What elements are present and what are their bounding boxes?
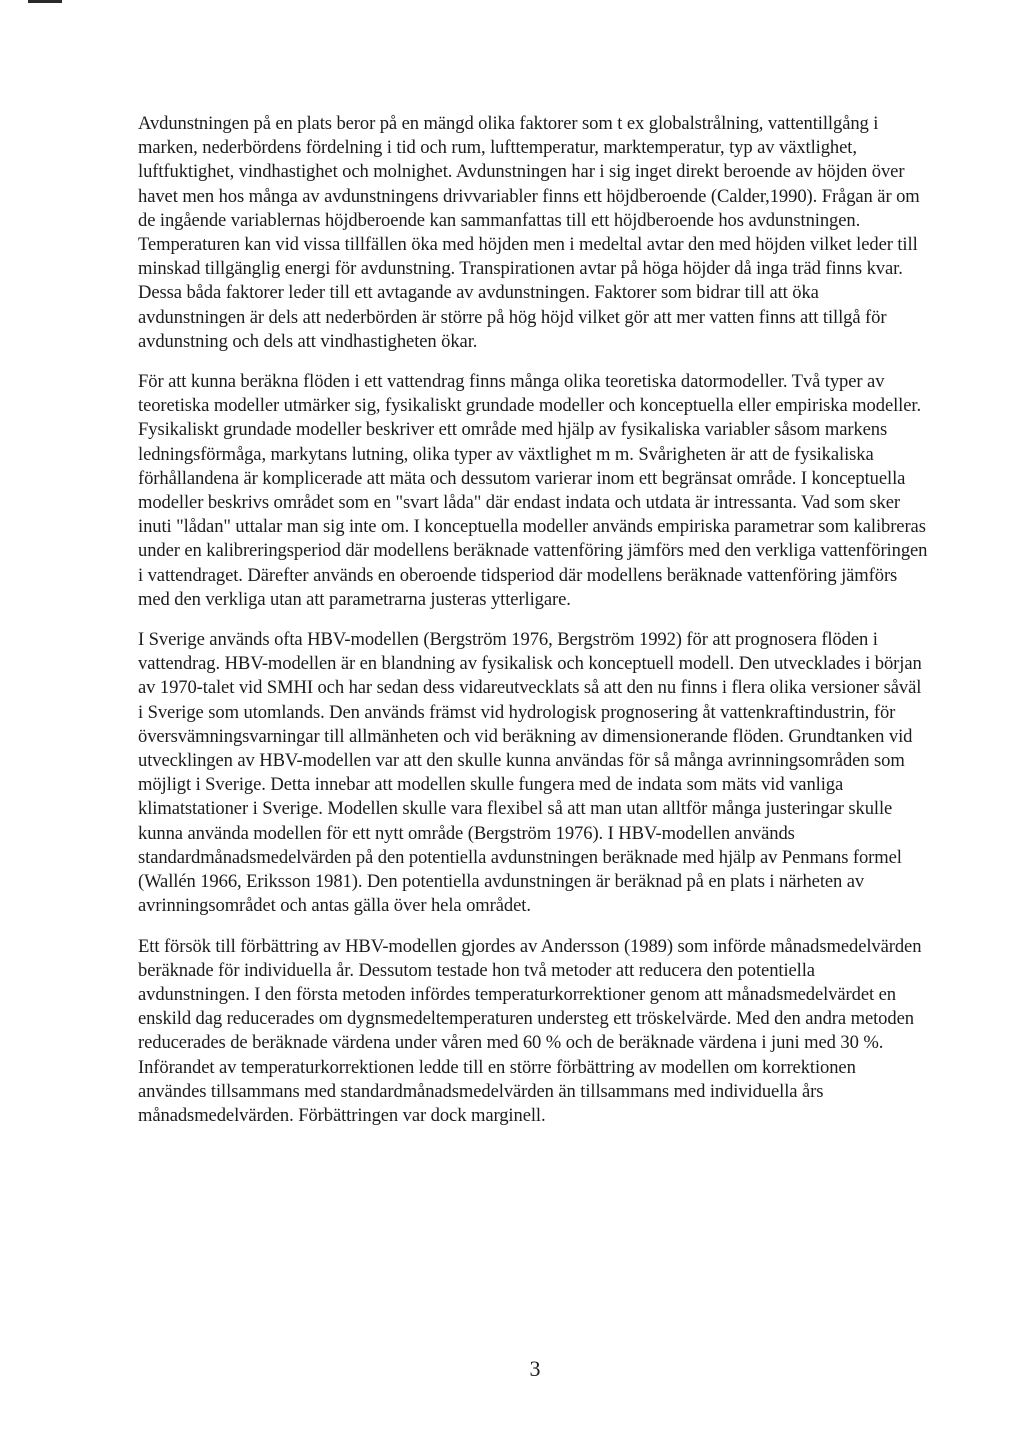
paragraph-flow-models: För att kunna beräkna flöden i ett vattendrag finns många olika teoretiska datormodeller. Två typer av teoretiska modeller utmärker sig, fysikaliskt grundade modeller och konceptuella eller empiriska modeller. Fysikaliskt grundade modeller beskriver ett område med hjälp av fysikaliska variabler såsom markens ledningsförmåga, markytans lutning, olika typer av växtlighet m m. Svårigheten är att de fysikaliska förhållandena är komplicerade att mäta och dessutom varierar inom ett begränsat område. I konceptuella modeller beskrivs området som en "svart låda" där endast indata och utdata är intressanta. Vad som sker inuti "lådan" uttalar man sig inte om. I konceptuella modeller används empiriska parametrar som kalibreras under en kalibreringsperiod där modellens beräknade vattenföring jämförs med den verkliga vattenföringen i vattendraget. Därefter används en oberoende tidsperiod där modellens beräknade vattenföring jämförs med den verkliga utan att parametrarna justeras ytterligare. bbox=[138, 371, 928, 610]
document-body bbox=[138, 112, 928, 1144]
page-number: 3 bbox=[529, 1356, 541, 1381]
paragraph-hbv-model: I Sverige används ofta HBV-modellen (Bergström 1976, Bergström 1992) för att prognosera flöden i vattendrag. HBV-modellen är en blandning av fysikalisk och konceptuell modell. Den utvecklades i början av 1970-talet vid SMHI och har sedan dess vidareutvecklats så att den nu finns i flera olika versioner såväl i Sverige som utomlands. Den används främst vid hydrologisk prognosering åt vattenkraftindustrin, för översvämningsvarningar till allmänheten och vid beräkning av dimensionerande flöden. Grundtanken vid utvecklingen av HBV-modellen var att den skulle kunna användas för så många avrinningsområden som möjligt i Sverige. Detta innebar att modellen skulle fungera med de indata som mäts vid vanliga klimatstationer i Sverige. Modellen skulle vara flexibel så att man utan alltför många justeringar skulle kunna använda modellen för ett nytt område (Bergström 1976). I HBV-modellen används standardmånadsmedelvärden på den potentiella avdunstningen beräknade med hjälp av Penmans formel (Wallén 1966, Eriksson 1981). Den potentiella avdunstningen är beräknad på en plats i närheten av avrinningsområdet och antas gälla över hela området. bbox=[138, 629, 922, 917]
paragraph-hbv-improvement: Ett försök till förbättring av HBV-modellen gjordes av Andersson (1989) som införde månadsmedelvärden beräknade för individuella år. Dessutom testade hon två metoder att reducera den potentiella avdunstningen. I den första metoden infördes temperaturkorrektioner genom att månadsmedelvärdet en enskild dag reducerades om dygnsmedeltemperaturen understeg ett tröskelvärde. Med den andra metoden reducerades de beräknade värdena under våren med 60 % och de beräknade värdena i juni med 30 %. Införandet av temperaturkorrektionen ledde till en större förbättring av modellen om korrektionen användes tillsammans med standardmånadsmedelvärden än tillsammans med individuella års månadsmedelvärden. Förbättringen var dock marginell. bbox=[138, 935, 922, 1126]
paragraph-evaporation-factors: Avdunstningen på en plats beror på en mängd olika faktorer som t ex globalstrålning, vattentillgång i marken, nederbördens fördelning i tid och rum, lufttemperatur, marktemperatur, typ av växtlighet, luftfuktighet, vindhastighet och molnighet. Avdunstningen har i sig inget direkt beroende av höjden över havet men hos många av avdunstningens drivvariabler finns ett höjdberoende (Calder,1990). Frågan är om de ingående variablernas höjdberoende kan sammanfattas till ett höjdberoende hos avdunstningen. Temperaturen kan vid vissa tillfällen öka med höjden men i medeltal avtar den med höjden vilket leder till minskad tillgänglig energi för avdunstning. Transpirationen avtar på höga höjder då inga träd finns kvar. Dessa båda faktorer leder till ett avtagande av avdunstningen. Faktorer som bidrar till att öka avdunstningen är dels att nederbörden är större på hög höjd vilket gör att mer vatten finns att tillgå för avdunstning och dels att vindhastigheten ökar. bbox=[138, 113, 920, 352]
scan-edge-mark bbox=[28, 0, 62, 3]
